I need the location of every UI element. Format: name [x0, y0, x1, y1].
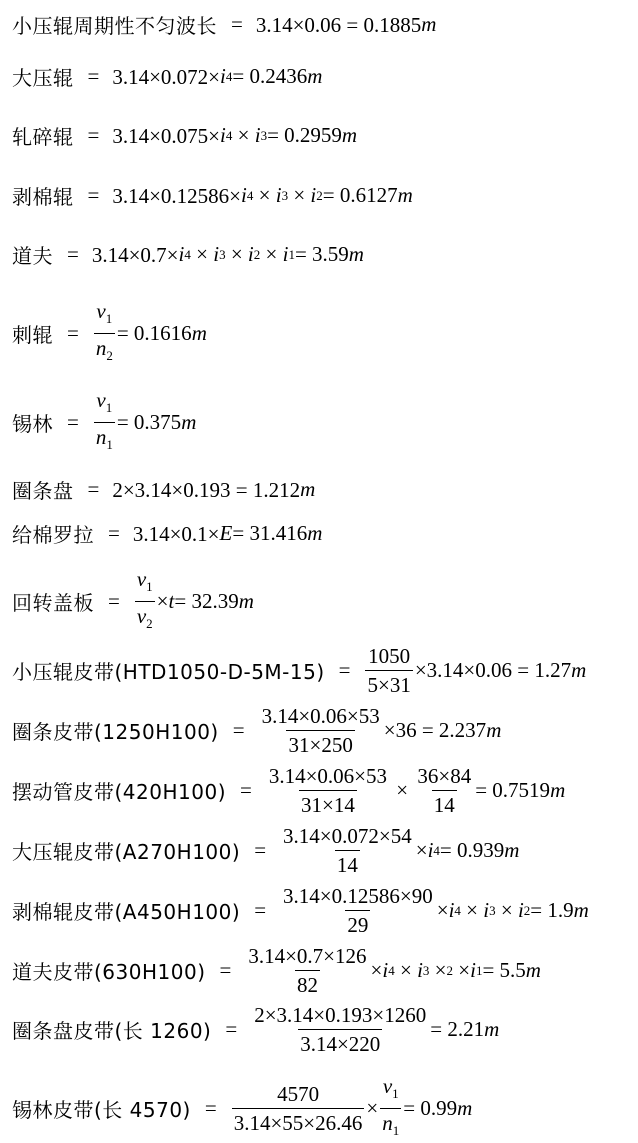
formula-label: 刺辊 — [12, 323, 53, 347]
formula-label: 圈条皮带(1250H100) — [12, 720, 219, 744]
formula-row: 剥棉辊 = 3.14×0.12586× i 4 × i 3 × i 2 = 0.6127 m — [12, 183, 413, 209]
formula-row: 锡林 = $\frac{v_1}{n_1}$ = 0.375 m — [12, 389, 196, 456]
formula-row: 轧碎辊 = 3.14×0.075× i 4 × i 3 = 0.2959 m — [12, 123, 358, 149]
formula-row: 大压辊皮带(A270H100) = $\frac{3.14\times 0.072\times 54}{14}$ × i 4 = 0.939 m — [12, 824, 520, 877]
fraction: $\frac{3.14\times 0.7\times 126}{82}$ — [248, 944, 367, 997]
formula-label: 小压辊皮带(HTD1050-D-5M-15) — [12, 660, 325, 684]
formula-row: 道夫皮带(630H100) = $\frac{3.14\times 0.7\times 126}{82}$ × i 4 × i 3 × 2 × i 1 = 5.5 m — [12, 944, 541, 997]
formula-row: 圈条盘皮带(长 1260) = $\frac{2\times 3.14\times 0.193\times 1260}{3.14\times 220}$ = 2.21 m — [12, 1003, 500, 1056]
fraction: $\frac{3.14\times 0.072\times 54}{14}$ — [283, 824, 412, 877]
formula-row: 道夫 = 3.14×0.7× i 4 × i 3 × i 2 × i 1 = 3.59 m — [12, 242, 364, 268]
formula-label: 道夫 — [12, 244, 53, 268]
formula-row: 大压辊 = 3.14×0.072× i 4 = 0.2436 m — [12, 64, 323, 90]
fraction: $\frac{v_1}{n_1}$ — [94, 389, 115, 456]
formula-label: 圈条盘皮带(长 1260) — [12, 1019, 212, 1043]
formula-row: 圈条皮带(1250H100) = $\frac{3.14\times 0.06\times 53}{31\times 250}$ ×36 = 2.237 m — [12, 704, 502, 757]
formula-row: 给棉罗拉 = 3.14×0.1× E = 31.416 m — [12, 521, 323, 547]
formula-row: 圈条盘 = 2×3.14×0.193 = 1.212 m — [12, 477, 316, 503]
formula-row: 摆动管皮带(420H100) = $\frac{3.14\times 0.06\times 53}{31\times 14}$ × $\frac{36\times 84}{14}$ = 0.7519 m — [12, 764, 566, 817]
formula-label: 轧碎辊 — [12, 125, 74, 149]
fraction: $\frac{1050}{5\times 31}$ — [367, 644, 411, 697]
formula-row: 剥棉辊皮带(A450H100) = $\frac{3.14\times 0.12586\times 90}{29}$ × i 4 × i 3 × i 2 = 1.9 m — [12, 884, 589, 937]
fraction: $\frac{3.14\times 0.06\times 53}{31\times 250}$ — [261, 704, 380, 757]
fraction: $\frac{2\times 3.14\times 0.193\times 1260}{3.14\times 220}$ — [254, 1003, 427, 1056]
formula-label: 道夫皮带(630H100) — [12, 960, 206, 984]
formula-label: 锡林皮带(长 4570) — [12, 1098, 191, 1122]
formula-label: 摆动管皮带(420H100) — [12, 780, 226, 804]
fraction: $\frac{v_1}{n_1}$ — [380, 1075, 401, 1142]
formula-row: 锡林皮带(长 4570) = $\frac{4570}{3.14\times 55\times 26.46}$ × $\frac{v_1}{n_1}$ = 0.99 m — [12, 1075, 472, 1142]
formula-label: 大压辊 — [12, 66, 74, 90]
fraction: $\frac{v_1}{v_2}$ — [135, 568, 155, 635]
formula-label: 回转盖板 — [12, 591, 94, 615]
fraction: $\frac{36\times 84}{14}$ — [417, 764, 472, 817]
formula-label: 锡林 — [12, 412, 53, 436]
fraction: $\frac{4570}{3.14\times 55\times 26.46}$ — [233, 1082, 363, 1135]
formula-row: 小压辊皮带(HTD1050-D-5M-15) = $\frac{1050}{5\times 31}$ ×3.14×0.06 = 1.27 m — [12, 644, 587, 697]
formula-row: 回转盖板 = $\frac{v_1}{v_2}$ × t = 32.39 m — [12, 568, 254, 635]
fraction: $\frac{v_1}{n_2}$ — [94, 300, 115, 367]
fraction: $\frac{3.14\times 0.12586\times 90}{29}$ — [283, 884, 433, 937]
formula-label: 剥棉辊 — [12, 185, 74, 209]
formula-row: 刺辊 = $\frac{v_1}{n_2}$ = 0.1616 m — [12, 300, 207, 367]
fraction: $\frac{3.14\times 0.06\times 53}{31\times 14}$ — [268, 764, 388, 817]
formula-label: 大压辊皮带(A270H100) — [12, 840, 241, 864]
formula-label: 剥棉辊皮带(A450H100) — [12, 900, 241, 924]
formula-row: 小压辊周期性不匀波长 = 3.14×0.06 = 0.1885 m — [12, 12, 437, 38]
formula-label: 圈条盘 — [12, 479, 74, 503]
formula-label: 给棉罗拉 — [12, 523, 94, 547]
formula-label: 小压辊周期性不匀波长 — [12, 14, 217, 38]
